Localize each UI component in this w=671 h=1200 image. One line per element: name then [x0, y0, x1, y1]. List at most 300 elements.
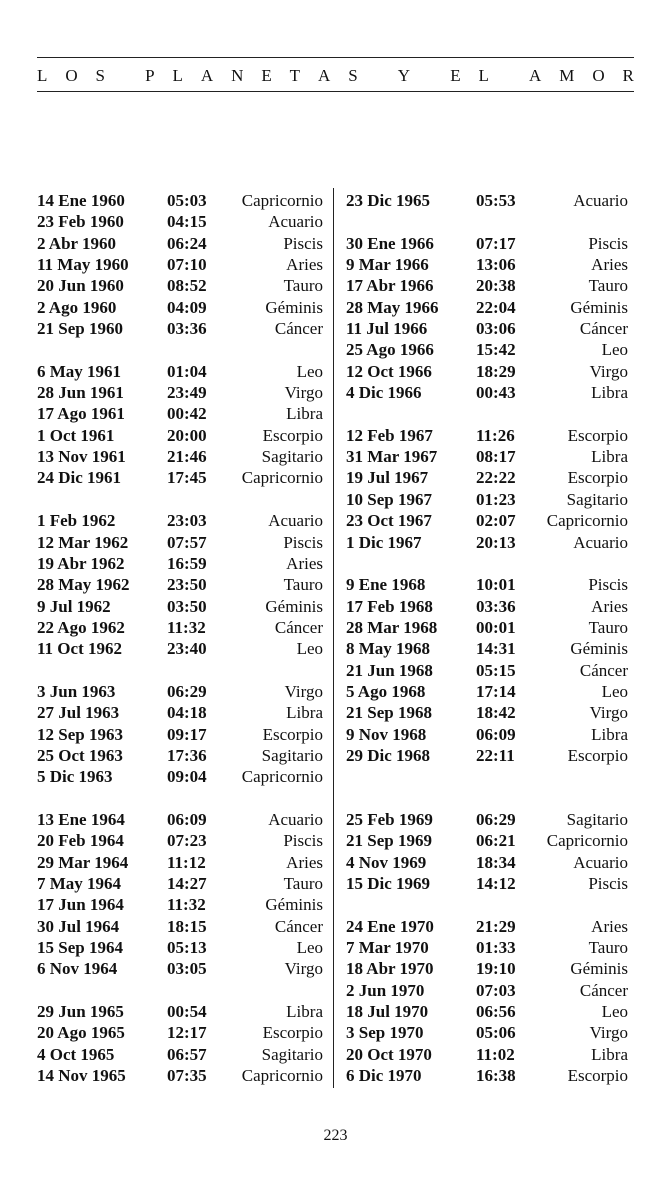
date-cell: 6 Nov 1964: [37, 959, 118, 979]
header-letter: L: [172, 66, 183, 85]
ephemeris-row: [37, 852, 323, 873]
date-cell: 9 Jul 1962: [37, 596, 111, 616]
sign-cell: Piscis: [588, 575, 628, 595]
right-column: [346, 190, 628, 1086]
time-cell: 06:24: [167, 233, 207, 253]
ephemeris-row: [37, 937, 323, 958]
sign-cell: Sagitario: [261, 447, 323, 467]
date-cell: 19 Jul 1967: [346, 468, 429, 488]
ephemeris-row: [346, 937, 628, 958]
date-cell: 1 Dic 1967: [346, 532, 422, 552]
ephemeris-row: [346, 916, 628, 937]
time-cell: 14:27: [167, 874, 207, 893]
ephemeris-row: [346, 233, 628, 254]
ephemeris-row: [37, 809, 323, 830]
sign-cell: Leo: [296, 361, 323, 381]
time-cell: 11:32: [167, 617, 206, 637]
date-cell: 17 Feb 1968: [346, 596, 433, 616]
date-cell: 30 Ene 1966: [346, 233, 434, 253]
header-letter: S: [348, 66, 358, 85]
ephemeris-row: [346, 660, 628, 681]
ephemeris-row: [346, 275, 628, 296]
sign-cell: Aries: [591, 596, 628, 616]
time-cell: 06:21: [476, 831, 516, 851]
ephemeris-row: [346, 446, 628, 467]
sign-cell: Cáncer: [579, 660, 628, 680]
date-cell: 20 Oct 1970: [346, 1044, 432, 1064]
sign-cell: Virgo: [589, 703, 628, 723]
ephemeris-row: [346, 510, 628, 531]
header-letter: [507, 66, 511, 86]
time-cell: 16:38: [476, 1066, 516, 1086]
sign-cell: Cáncer: [579, 980, 628, 1000]
time-cell: 20:38: [476, 276, 516, 296]
date-cell: 18 Jul 1970: [346, 1002, 429, 1022]
time-cell: 17:36: [167, 745, 207, 765]
ephemeris-row: [346, 1044, 628, 1065]
sign-cell: Piscis: [283, 831, 323, 851]
date-cell: 13 Nov 1961: [37, 447, 126, 467]
time-cell: 00:54: [167, 1002, 207, 1022]
sign-cell: Libra: [591, 724, 628, 744]
ephemeris-row: [37, 532, 323, 553]
ephemeris-row: [37, 873, 323, 894]
ephemeris-row: [37, 596, 323, 617]
sign-cell: Virgo: [589, 361, 628, 381]
header-letter: R: [622, 66, 634, 85]
time-cell: 01:23: [476, 489, 516, 509]
ephemeris-row: [346, 532, 628, 553]
time-cell: 08:52: [167, 276, 207, 296]
sign-cell: Escorpio: [567, 1066, 628, 1086]
time-cell: 13:06: [476, 255, 516, 275]
date-cell: 21 Sep 1960: [37, 319, 123, 339]
page-number: 223: [323, 1127, 348, 1144]
date-cell: 3 Sep 1970: [346, 1023, 424, 1043]
time-cell: 23:03: [167, 511, 207, 531]
ephemeris-row: [37, 553, 323, 574]
ephemeris-row: [37, 724, 323, 745]
sign-cell: Libra: [286, 703, 323, 723]
time-cell: 06:09: [476, 724, 516, 744]
date-cell: 11 Jul 1966: [346, 319, 428, 339]
ephemeris-row: [346, 980, 628, 1001]
date-cell: 11 May 1960: [37, 255, 129, 275]
ephemeris-row: [346, 596, 628, 617]
sign-cell: Leo: [601, 340, 628, 360]
header-letter: S: [95, 66, 106, 85]
sign-cell: Sagitario: [261, 1044, 323, 1064]
header-letter: M: [559, 66, 575, 85]
sign-cell: Capricornio: [241, 191, 323, 210]
sign-cell: Escorpio: [567, 425, 628, 445]
time-cell: 01:33: [476, 938, 516, 958]
time-cell: 22:04: [476, 297, 516, 317]
ephemeris-row: [346, 766, 628, 787]
date-cell: 21 Sep 1969: [346, 831, 432, 851]
date-cell: 17 Ago 1961: [37, 404, 125, 424]
ephemeris-row: [346, 297, 628, 318]
time-cell: 10:01: [476, 575, 516, 595]
sign-cell: Aries: [591, 255, 628, 275]
date-cell: 27 Jul 1963: [37, 703, 120, 723]
ephemeris-row: [346, 425, 628, 446]
time-cell: 07:35: [167, 1066, 207, 1086]
header-letter: E: [450, 66, 461, 85]
column-divider: [333, 188, 334, 1088]
ephemeris-row: [346, 467, 628, 488]
sign-cell: Piscis: [283, 532, 323, 552]
sign-cell: Leo: [601, 681, 628, 701]
ephemeris-row: [346, 574, 628, 595]
sign-cell: Aries: [591, 916, 628, 936]
ephemeris-row: [346, 745, 628, 766]
header-letter: O: [65, 66, 78, 85]
sign-cell: Escorpio: [262, 425, 323, 445]
date-cell: 25 Ago 1966: [346, 340, 434, 360]
sign-cell: Tauro: [283, 874, 323, 893]
time-cell: 17:45: [167, 468, 207, 488]
ephemeris-row: [37, 190, 323, 211]
header-letter: N: [231, 66, 244, 85]
sign-cell: Capricornio: [546, 511, 628, 531]
date-cell: 23 Oct 1967: [346, 511, 432, 531]
time-cell: 15:42: [476, 340, 516, 360]
time-cell: 11:26: [476, 425, 515, 445]
date-cell: 2 Ago 1960: [37, 297, 117, 317]
sign-cell: Acuario: [268, 212, 323, 232]
ephemeris-row: [346, 830, 628, 851]
time-cell: 18:42: [476, 703, 516, 723]
date-cell: 9 Nov 1968: [346, 724, 427, 744]
ephemeris-row: [346, 852, 628, 873]
time-cell: 05:15: [476, 660, 516, 680]
date-cell: 5 Dic 1963: [37, 767, 113, 787]
ephemeris-row: [37, 211, 323, 232]
ephemeris-row: [346, 617, 628, 638]
date-cell: 11 Oct 1962: [37, 639, 122, 659]
ephemeris-row: [346, 211, 628, 232]
sign-cell: Acuario: [268, 809, 323, 829]
ephemeris-row: [346, 809, 628, 830]
sign-cell: Tauro: [283, 276, 323, 296]
ephemeris-row: [37, 916, 323, 937]
date-cell: 4 Nov 1969: [346, 852, 427, 872]
sign-cell: Géminis: [570, 297, 628, 317]
ephemeris-row: [37, 638, 323, 659]
time-cell: 06:09: [167, 809, 207, 829]
header-letter: [123, 66, 127, 86]
date-cell: 18 Abr 1970: [346, 959, 434, 979]
sign-cell: Aries: [286, 852, 323, 872]
ephemeris-row: [346, 724, 628, 745]
ephemeris-row: [346, 339, 628, 360]
sign-cell: Leo: [601, 1002, 628, 1022]
time-cell: 11:12: [167, 852, 206, 872]
sign-cell: Libra: [286, 404, 323, 424]
sign-cell: Géminis: [265, 596, 323, 616]
date-cell: 12 Feb 1967: [346, 425, 433, 445]
header-letter: L: [478, 66, 489, 85]
sign-cell: Virgo: [589, 1023, 628, 1043]
time-cell: 06:29: [167, 681, 207, 701]
ephemeris-row: [37, 361, 323, 382]
ephemeris-row: [346, 1065, 628, 1086]
ephemeris-row: [37, 958, 323, 979]
sign-cell: Libra: [286, 1002, 323, 1022]
ephemeris-row: [37, 403, 323, 424]
time-cell: 00:42: [167, 404, 207, 424]
ephemeris-row: [37, 702, 323, 723]
date-cell: 10 Sep 1967: [346, 489, 432, 509]
ephemeris-row: [37, 233, 323, 254]
date-cell: 25 Oct 1963: [37, 745, 123, 765]
sign-cell: Géminis: [265, 297, 323, 317]
date-cell: 22 Ago 1962: [37, 617, 125, 637]
time-cell: 00:43: [476, 383, 516, 403]
sign-cell: Leo: [296, 639, 323, 659]
sign-cell: Cáncer: [274, 319, 323, 339]
date-cell: 28 May 1966: [346, 297, 439, 317]
date-cell: 14 Nov 1965: [37, 1066, 126, 1086]
time-cell: 00:01: [476, 617, 516, 637]
date-cell: 20 Jun 1960: [37, 276, 124, 296]
time-cell: 08:17: [476, 447, 516, 467]
sign-cell: Géminis: [570, 959, 628, 979]
ephemeris-row: [37, 318, 323, 339]
ephemeris-row: [346, 1001, 628, 1022]
time-cell: 11:32: [167, 895, 206, 915]
ephemeris-row: [346, 489, 628, 510]
ephemeris-row: [346, 958, 628, 979]
ephemeris-row: [346, 894, 628, 915]
date-cell: 29 Jun 1965: [37, 1002, 124, 1022]
ephemeris-row: [37, 574, 323, 595]
ephemeris-row: [37, 894, 323, 915]
date-cell: 14 Ene 1960: [37, 191, 125, 210]
ephemeris-row: [346, 382, 628, 403]
date-cell: 7 May 1964: [37, 874, 122, 893]
time-cell: 06:57: [167, 1044, 207, 1064]
date-cell: 12 Sep 1963: [37, 724, 123, 744]
date-cell: 2 Abr 1960: [37, 233, 117, 253]
ephemeris-row: [346, 361, 628, 382]
sign-cell: Tauro: [588, 938, 628, 958]
ephemeris-row: [37, 681, 323, 702]
time-cell: 05:53: [476, 191, 516, 210]
ephemeris-row: [346, 788, 628, 809]
date-cell: 13 Ene 1964: [37, 809, 125, 829]
date-cell: 15 Sep 1964: [37, 938, 123, 958]
sign-cell: Géminis: [570, 639, 628, 659]
date-cell: 6 Dic 1970: [346, 1066, 422, 1086]
sign-cell: Virgo: [284, 959, 323, 979]
header-letter: O: [592, 66, 605, 85]
sign-cell: Capricornio: [241, 767, 323, 787]
date-cell: 31 Mar 1967: [346, 447, 438, 467]
date-cell: 29 Mar 1964: [37, 852, 129, 872]
ephemeris-row: [346, 638, 628, 659]
time-cell: 18:29: [476, 361, 516, 381]
date-cell: 4 Dic 1966: [346, 383, 422, 403]
ephemeris-row: [37, 489, 323, 510]
sign-cell: Escorpio: [567, 468, 628, 488]
ephemeris-row: [37, 745, 323, 766]
ephemeris-row: [37, 382, 323, 403]
ephemeris-row: [37, 1044, 323, 1065]
header-letter: E: [261, 66, 272, 85]
date-cell: 17 Jun 1964: [37, 895, 124, 915]
time-cell: 04:18: [167, 703, 207, 723]
header-letter: [428, 66, 432, 86]
date-cell: 2 Jun 1970: [346, 980, 425, 1000]
date-cell: 28 Mar 1968: [346, 617, 438, 637]
date-cell: 23 Dic 1965: [346, 191, 431, 210]
date-cell: 4 Oct 1965: [37, 1044, 115, 1064]
sign-cell: Piscis: [283, 233, 323, 253]
ephemeris-row: [346, 702, 628, 723]
date-cell: 7 Mar 1970: [346, 938, 429, 958]
date-cell: 21 Jun 1968: [346, 660, 433, 680]
sign-cell: Virgo: [284, 681, 323, 701]
date-cell: 30 Jul 1964: [37, 916, 120, 936]
sign-cell: Tauro: [283, 575, 323, 595]
sign-cell: Cáncer: [274, 916, 323, 936]
ephemeris-row: [37, 788, 323, 809]
sign-cell: Acuario: [573, 532, 628, 552]
ephemeris-row: [346, 403, 628, 424]
time-cell: 03:06: [476, 319, 516, 339]
sign-cell: Capricornio: [241, 1066, 323, 1086]
date-cell: 23 Feb 1960: [37, 212, 124, 232]
date-cell: 12 Oct 1966: [346, 361, 432, 381]
time-cell: 09:17: [167, 724, 207, 744]
sign-cell: Capricornio: [241, 468, 323, 488]
time-cell: 16:59: [167, 553, 207, 573]
time-cell: 09:04: [167, 767, 207, 787]
time-cell: 05:03: [167, 191, 207, 210]
sign-cell: Escorpio: [567, 745, 628, 765]
date-cell: 12 Mar 1962: [37, 532, 129, 552]
time-cell: 21:29: [476, 916, 516, 936]
time-cell: 06:56: [476, 1002, 516, 1022]
date-cell: 6 May 1961: [37, 361, 122, 381]
ephemeris-row: [37, 1022, 323, 1043]
header-letter: L: [37, 66, 48, 85]
date-cell: 1 Feb 1962: [37, 511, 116, 531]
sign-cell: Libra: [591, 383, 628, 403]
date-cell: 24 Ene 1970: [346, 916, 434, 936]
sign-cell: Escorpio: [262, 1023, 323, 1043]
date-cell: 21 Sep 1968: [346, 703, 432, 723]
header-letter: A: [200, 66, 214, 85]
ephemeris-row: [37, 467, 323, 488]
sign-cell: Géminis: [265, 895, 323, 915]
ephemeris-row: [37, 1001, 323, 1022]
time-cell: 23:40: [167, 639, 207, 659]
date-cell: 17 Abr 1966: [346, 276, 434, 296]
ephemeris-row: [37, 510, 323, 531]
ephemeris-row: [37, 275, 323, 296]
sign-cell: Libra: [591, 1044, 628, 1064]
sign-cell: Capricornio: [546, 831, 628, 851]
sign-cell: Piscis: [588, 233, 628, 253]
sign-cell: Libra: [591, 447, 628, 467]
sign-cell: Cáncer: [579, 319, 628, 339]
time-cell: 03:36: [167, 319, 207, 339]
time-cell: 20:13: [476, 532, 516, 552]
ephemeris-row: [37, 617, 323, 638]
time-cell: 12:17: [167, 1023, 207, 1043]
time-cell: 04:15: [167, 212, 207, 232]
time-cell: 07:03: [476, 980, 516, 1000]
ephemeris-row: [346, 1022, 628, 1043]
sign-cell: Acuario: [573, 191, 628, 210]
header-letter: T: [289, 66, 301, 85]
time-cell: 05:13: [167, 938, 207, 958]
ephemeris-row: [37, 660, 323, 681]
time-cell: 19:10: [476, 959, 516, 979]
time-cell: 20:00: [167, 425, 207, 445]
time-cell: 06:29: [476, 809, 516, 829]
time-cell: 23:49: [167, 383, 207, 403]
sign-cell: Aries: [286, 553, 323, 573]
time-cell: 22:22: [476, 468, 516, 488]
time-cell: 07:57: [167, 532, 207, 552]
ephemeris-row: [37, 297, 323, 318]
date-cell: 9 Ene 1968: [346, 575, 426, 595]
date-cell: 29 Dic 1968: [346, 745, 431, 765]
header-rule-top: [37, 57, 634, 58]
header-letter: A: [317, 66, 331, 85]
ephemeris-row: [346, 681, 628, 702]
date-cell: 5 Ago 1968: [346, 681, 426, 701]
ephemeris-row: [346, 318, 628, 339]
sign-cell: Tauro: [588, 617, 628, 637]
date-cell: 8 May 1968: [346, 639, 431, 659]
ephemeris-row: [37, 339, 323, 360]
date-cell: 1 Oct 1961: [37, 425, 115, 445]
running-header: [37, 62, 634, 90]
ephemeris-row: [346, 190, 628, 211]
date-cell: 20 Ago 1965: [37, 1023, 125, 1043]
time-cell: 07:23: [167, 831, 207, 851]
ephemeris-row: [37, 1065, 323, 1086]
sign-cell: Aries: [286, 255, 323, 275]
date-cell: 19 Abr 1962: [37, 553, 125, 573]
date-cell: 15 Dic 1969: [346, 874, 431, 893]
time-cell: 02:07: [476, 511, 516, 531]
ephemeris-row: [37, 254, 323, 275]
time-cell: 18:15: [167, 916, 207, 936]
date-cell: 9 Mar 1966: [346, 255, 429, 275]
sign-cell: Acuario: [573, 852, 628, 872]
ephemeris-row: [346, 254, 628, 275]
date-cell: 28 Jun 1961: [37, 383, 124, 403]
header-letter: A: [529, 66, 542, 85]
ephemeris-row: [37, 766, 323, 787]
ephemeris-row: [346, 873, 628, 894]
header-letter: [376, 66, 380, 86]
date-cell: 25 Feb 1969: [346, 809, 433, 829]
time-cell: 05:06: [476, 1023, 516, 1043]
ephemeris-row: [37, 425, 323, 446]
time-cell: 11:02: [476, 1044, 515, 1064]
date-cell: 20 Feb 1964: [37, 831, 124, 851]
header-letter: P: [145, 66, 155, 85]
sign-cell: Leo: [296, 938, 323, 958]
sign-cell: Acuario: [268, 511, 323, 531]
